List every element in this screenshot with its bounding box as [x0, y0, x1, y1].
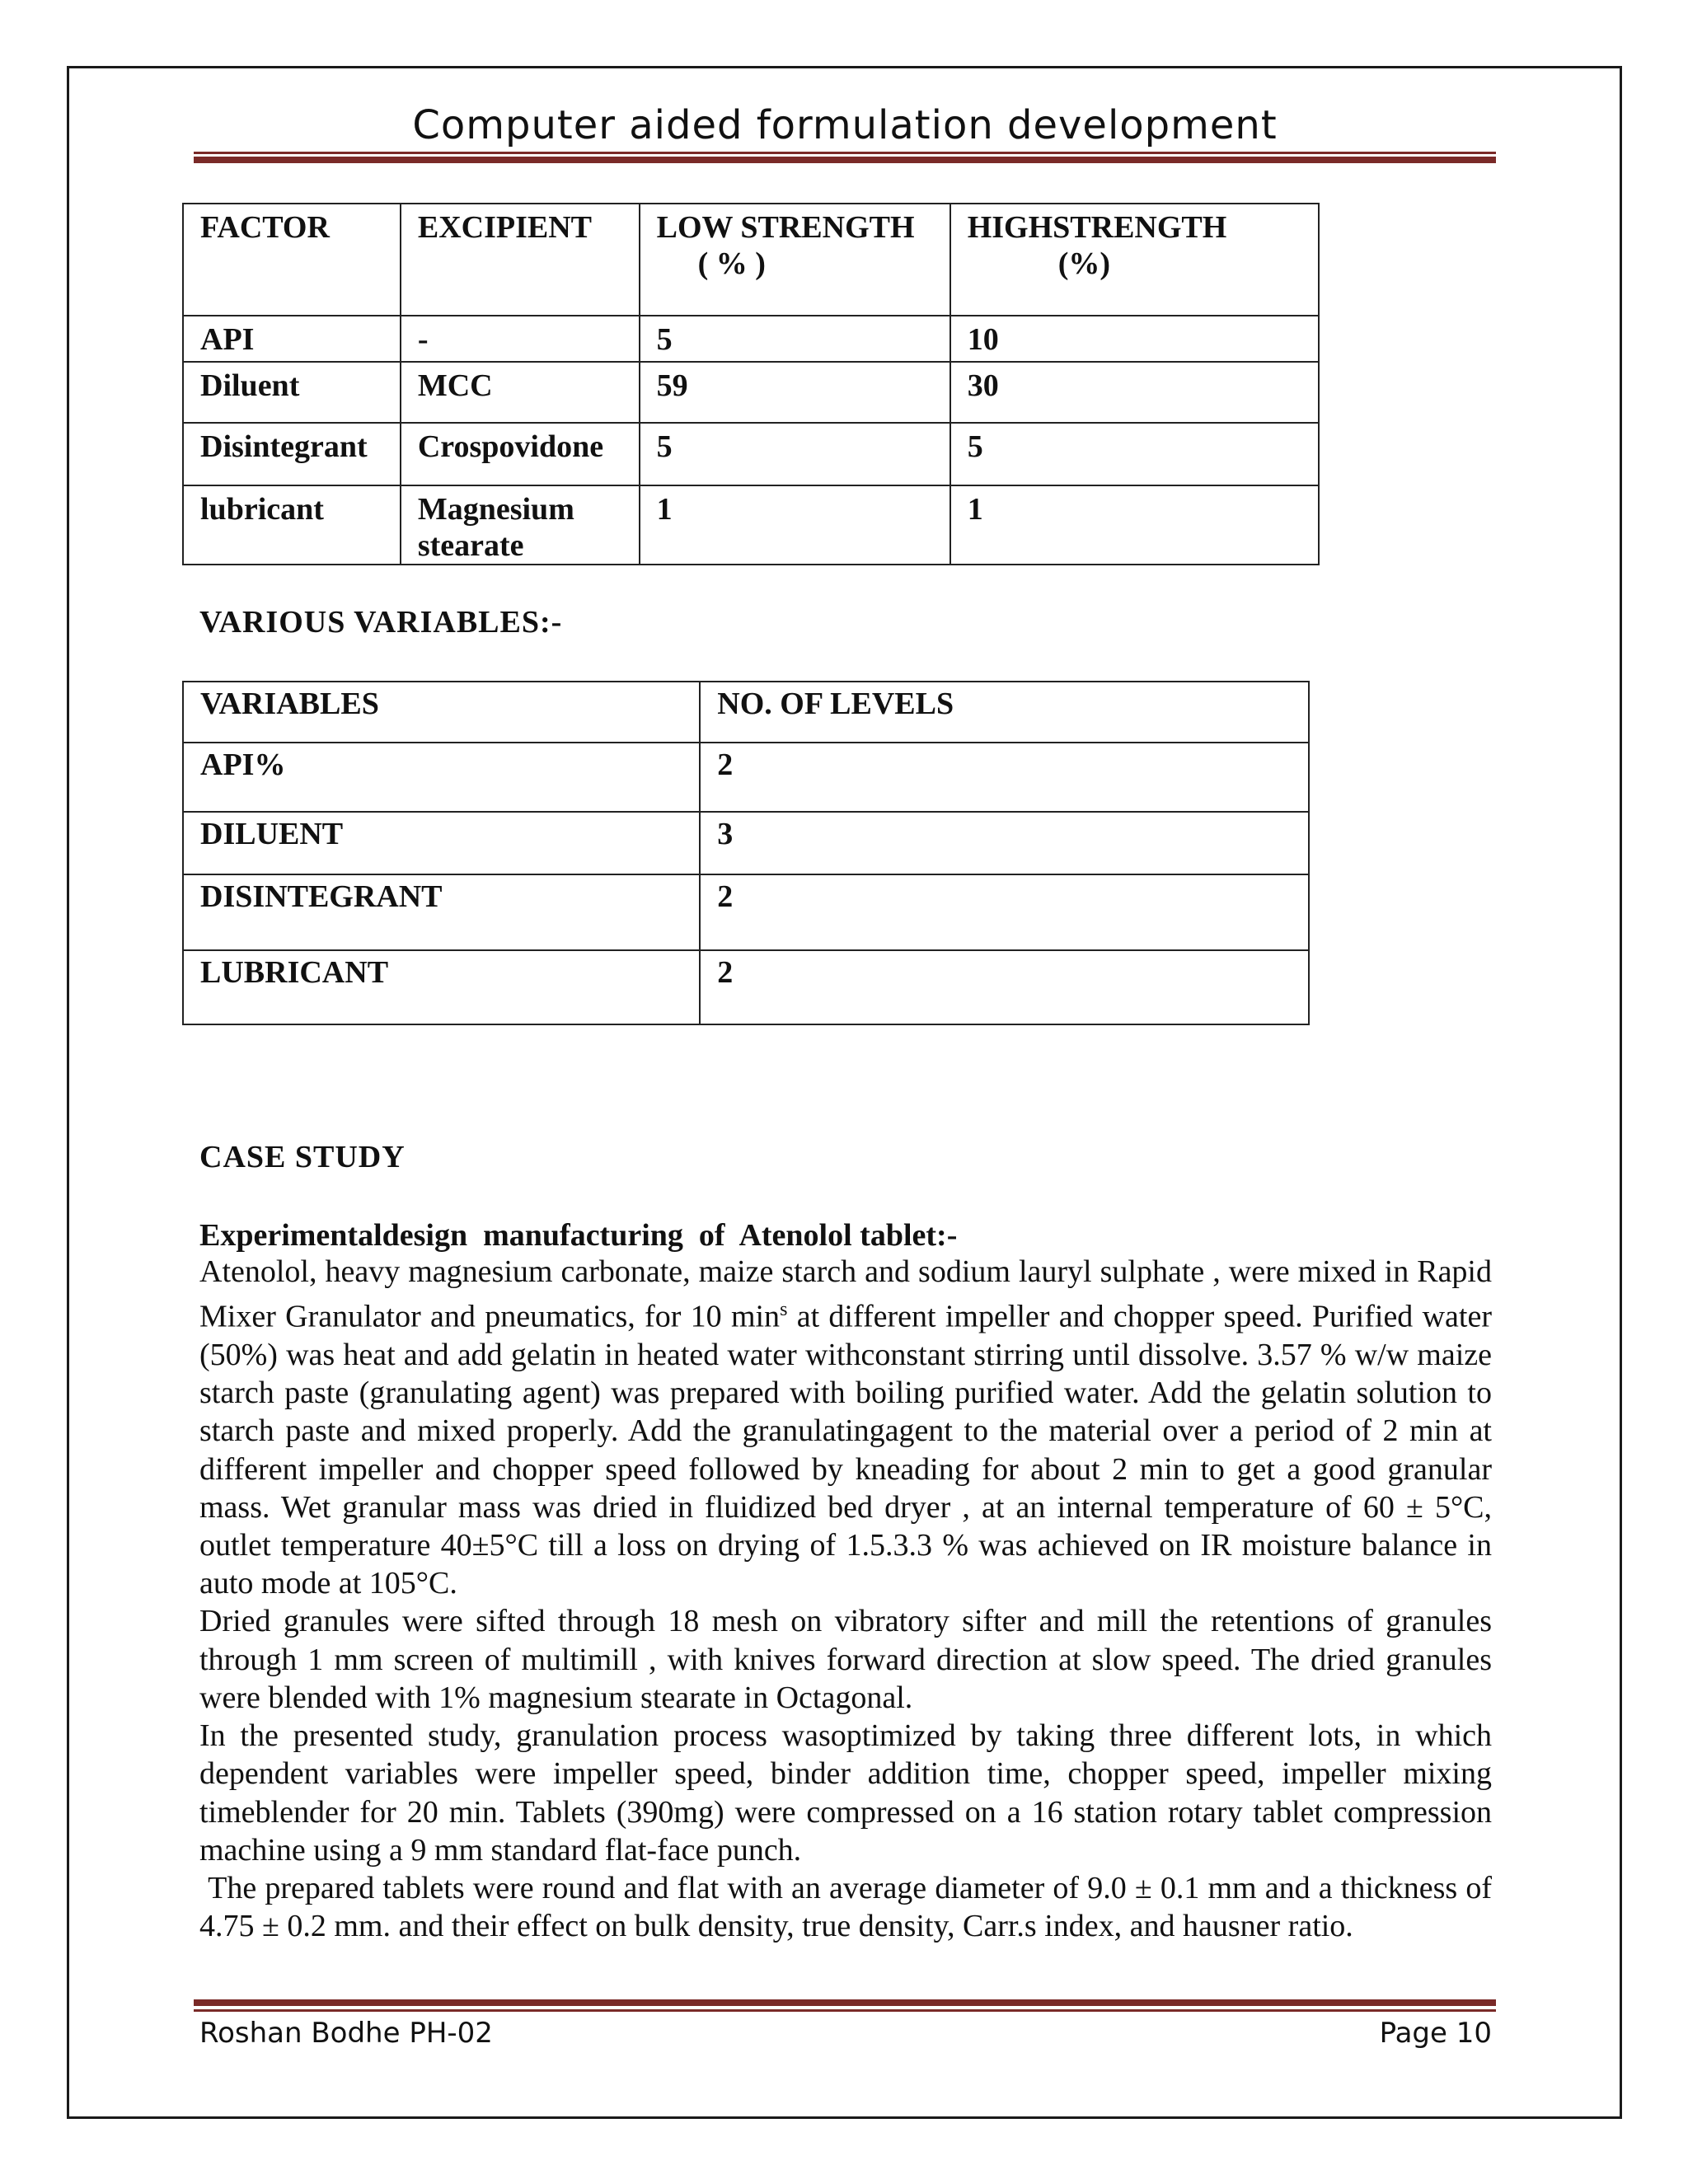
- cell-variable: LUBRICANT: [183, 950, 700, 1024]
- cell-excipient-line2: stearate: [417, 528, 524, 563]
- case-study-body: [199, 1253, 1500, 1945]
- cell-variable: DISINTEGRANT: [183, 874, 700, 950]
- header-factor: FACTOR: [183, 204, 401, 316]
- table-row: [183, 950, 1309, 1024]
- cell-excipient: [401, 485, 640, 565]
- cell-low: 5: [640, 423, 950, 485]
- footer-rule-thick: [194, 1999, 1496, 2006]
- header-rule-thick: [194, 157, 1496, 163]
- cell-factor: Diluent: [183, 362, 401, 423]
- table-row: [183, 812, 1309, 874]
- cell-excipient: -: [401, 316, 640, 362]
- cell-low: 5: [640, 316, 950, 362]
- cell-high: 10: [950, 316, 1319, 362]
- header-low-line2: ( % ): [697, 246, 766, 281]
- case-study-paragraph-2: Dried granules were sifted through 18 mesh on vibratory sifter and mill the retentions of granules through 1 mm screen of multimill , with knives forward direction at slow speed. The dried granules were blended with 1% magnesium stearate in Octagonal.: [199, 1604, 1492, 1715]
- cell-factor: API: [183, 316, 401, 362]
- table-row: [183, 423, 1319, 485]
- header-high-line2: (%): [1057, 246, 1110, 281]
- header-high-strength: [950, 204, 1319, 316]
- variables-table: [182, 681, 1310, 1025]
- cell-excipient: MCC: [401, 362, 640, 423]
- page-header-title: Computer aided formulation development: [412, 102, 1278, 148]
- case-study-heading: CASE STUDY: [199, 1140, 406, 1174]
- case-study-paragraph-4: The prepared tablets were round and flat with an average diameter of 9.0 ± 0.1 mm and a thickness of 4.75 ± 0.2 mm. and their effect on bulk density, true density, Carr.s index, and hausner ratio.: [199, 1870, 1500, 1944]
- case-study-paragraph-1: [199, 1253, 1492, 1602]
- paragraph-1-superscript: s: [780, 1299, 788, 1321]
- cell-levels: 2: [700, 874, 1309, 950]
- cell-excipient-line1: Magnesium: [417, 492, 574, 527]
- cell-variable: DILUENT: [183, 812, 700, 874]
- paragraph-1-part-b: at different impeller and chopper speed. Purified water (50%) was heat and add gelatin in heated water withconstant stirring until dissolve. 3.57 % w/w maize starch paste (granulating agent) was prepared with boiling purified water. Add the gelatin solution to starch paste and mixed properly. Add the granulatingagent to the material over a period of 2 min at different impeller and chopper speed followed by kneading for about 2 min to get a good granular mass. Wet granular mass was dried in fluidized bed dryer , at an internal temperature of 60 ± 5°C, outlet temperature 40±5°C till a loss on drying of 1.5.3.3 % was achieved on IR moisture balance in auto mode at 105°C.: [199, 1299, 1492, 1601]
- header-high-line1: HIGHSTRENGTH: [967, 210, 1227, 245]
- various-variables-heading: VARIOUS VARIABLES:-: [199, 605, 563, 640]
- table-row: [183, 874, 1309, 950]
- cell-low: 1: [640, 485, 950, 565]
- table-row: [183, 743, 1309, 812]
- factor-table: [182, 203, 1320, 565]
- cell-factor: Disintegrant: [183, 423, 401, 485]
- cell-high: 1: [950, 485, 1319, 565]
- header-rule-thin: [194, 152, 1496, 154]
- experimental-design-heading: Experimentaldesign manufacturing of Atenolol tablet:-: [199, 1218, 958, 1253]
- header-variables: VARIABLES: [183, 682, 700, 743]
- cell-factor: lubricant: [183, 485, 401, 565]
- cell-excipient: Crospovidone: [401, 423, 640, 485]
- table-row: [183, 485, 1319, 565]
- footer-author: Roshan Bodhe PH-02: [199, 2017, 493, 2050]
- cell-low: 59: [640, 362, 950, 423]
- paragraph-1-part-a: Atenolol, heavy magnesium carbonate, maize starch and sodium lauryl sulphate , were mixed in Rapid Mixer Granulator and pneumatics, for 10 min: [199, 1254, 1492, 1334]
- table-row: [183, 316, 1319, 362]
- cell-levels: 2: [700, 743, 1309, 812]
- table-row: [183, 362, 1319, 423]
- header-excipient: EXCIPIENT: [401, 204, 640, 316]
- cell-levels: 3: [700, 812, 1309, 874]
- footer-rule-thin: [194, 2009, 1496, 2012]
- factor-table-header-row: [183, 204, 1319, 316]
- cell-high: 30: [950, 362, 1319, 423]
- variables-header-row: [183, 682, 1309, 743]
- footer-page-number: Page 10: [1379, 2017, 1492, 2050]
- header-levels: NO. OF LEVELS: [700, 682, 1309, 743]
- cell-levels: 2: [700, 950, 1309, 1024]
- case-study-paragraph-3: In the presented study, granulation process wasoptimized by taking three different lots, in which dependent variables were impeller speed, binder addition time, chopper speed, impeller mixing timeblender for 20 min. Tablets (390mg) were compressed on a 16 station rotary tablet compression machine using a 9 mm standard flat-face punch.: [199, 1718, 1492, 1868]
- header-low-line1: LOW STRENGTH: [656, 210, 915, 245]
- cell-variable: API%: [183, 743, 700, 812]
- cell-high: 5: [950, 423, 1319, 485]
- header-low-strength: [640, 204, 950, 316]
